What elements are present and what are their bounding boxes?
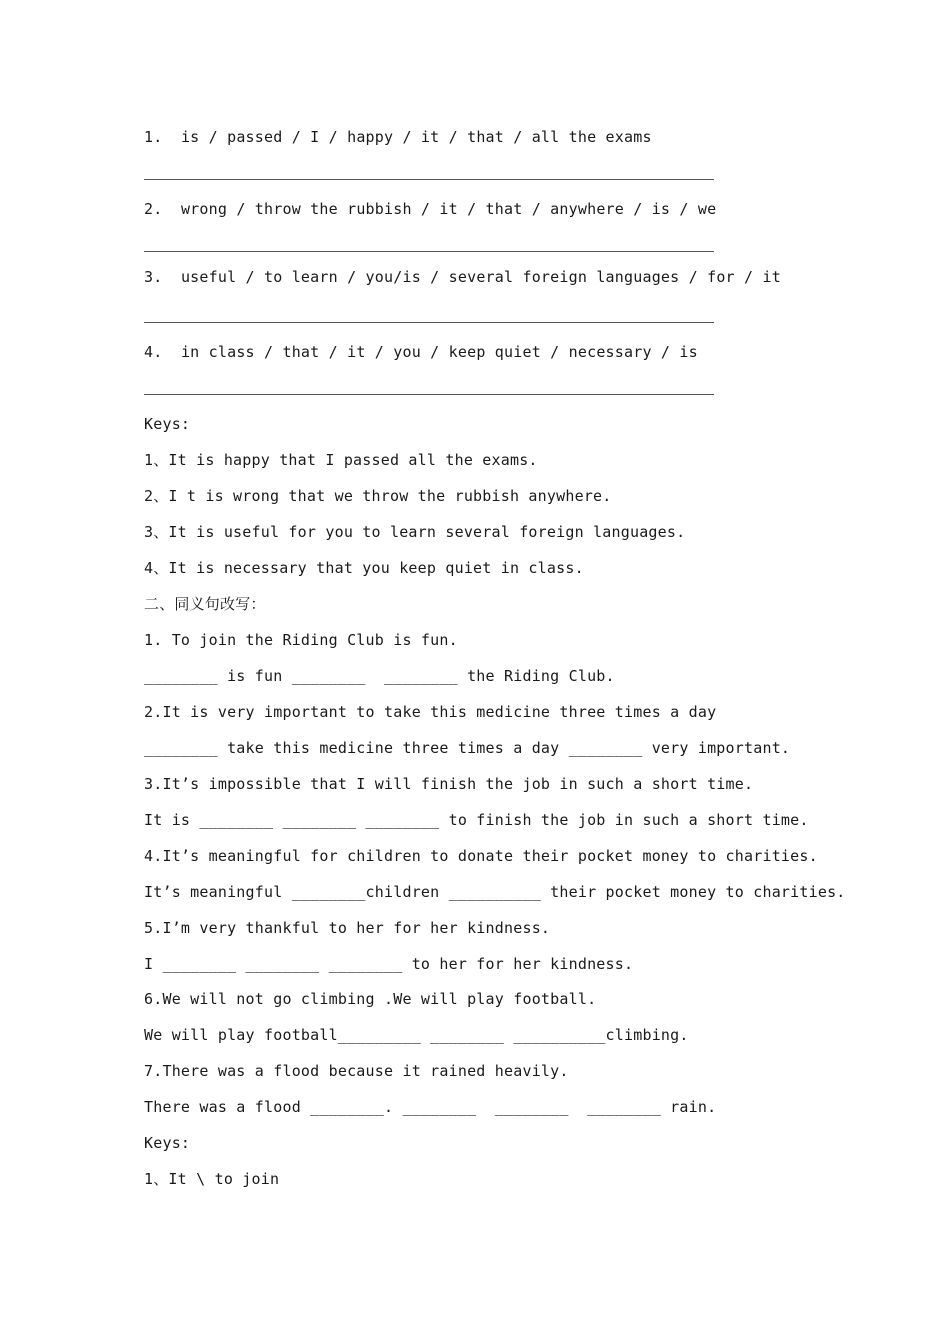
answer-line	[144, 394, 714, 395]
rewrite-question: 4.It’s meaningful for children to donate their pocket money to charities.	[144, 847, 818, 865]
rewrite-question: 2.It is very important to take this medicine three times a day	[144, 703, 717, 721]
rewrite-answer: I ________ ________ ________ to her for her kindness.	[144, 955, 634, 973]
reorder-item-1	[144, 127, 652, 147]
rewrite-answer: There was a flood ________. ________ ________ ________ rain.	[144, 1098, 717, 1116]
key-line: 2、I t is wrong that we throw the rubbish anywhere.	[144, 487, 612, 505]
answer-line	[144, 322, 714, 323]
rewrite-question: 1. To join the Riding Club is fun.	[144, 631, 458, 649]
keys-heading: Keys:	[144, 1134, 191, 1152]
reorder-item-3	[144, 267, 781, 287]
rewrite-question: 7.There was a flood because it rained heavily.	[144, 1062, 569, 1080]
rewrite-answer: It is ________ ________ ________ to finish the job in such a short time.	[144, 811, 809, 829]
rewrite-question: 5.I’m very thankful to her for her kindness.	[144, 919, 551, 937]
section-heading: 二、同义句改写：	[144, 595, 266, 613]
rewrite-answer: ________ is fun ________ ________ the Riding Club.	[144, 667, 615, 685]
reorder-item-4	[144, 342, 698, 362]
rewrite-question: 3.It’s impossible that I will finish the job in such a short time.	[144, 775, 754, 793]
item-number: 3.	[144, 268, 163, 286]
key-line: 1、It is happy that I passed all the exams.	[144, 451, 538, 469]
key-line: 4、It is necessary that you keep quiet in class.	[144, 559, 584, 577]
item-number: 1.	[144, 128, 163, 146]
rewrite-question: 6.We will not go climbing .We will play football.	[144, 990, 597, 1008]
item-text: is / passed / I / happy / it / that / all the exams	[180, 128, 652, 146]
item-text: wrong / throw the rubbish / it / that / anywhere / is / we	[180, 200, 717, 218]
item-text: in class / that / it / you / keep quiet / necessary / is	[180, 343, 698, 361]
answer-line	[144, 179, 714, 180]
answer-line	[144, 251, 714, 252]
key-line: 1、It \ to join	[144, 1170, 280, 1188]
rewrite-answer: ________ take this medicine three times a day ________ very important.	[144, 739, 791, 757]
reorder-item-2	[144, 199, 716, 219]
rewrite-answer: We will play football_________ ________ __________climbing.	[144, 1026, 689, 1044]
rewrite-answer: It’s meaningful ________children __________ their pocket money to charities.	[144, 883, 846, 901]
item-text: useful / to learn / you/is / several foreign languages / for / it	[180, 268, 781, 286]
item-number: 2.	[144, 200, 163, 218]
item-number: 4.	[144, 343, 163, 361]
keys-heading: Keys:	[144, 415, 191, 433]
key-line: 3、It is useful for you to learn several foreign languages.	[144, 523, 686, 541]
